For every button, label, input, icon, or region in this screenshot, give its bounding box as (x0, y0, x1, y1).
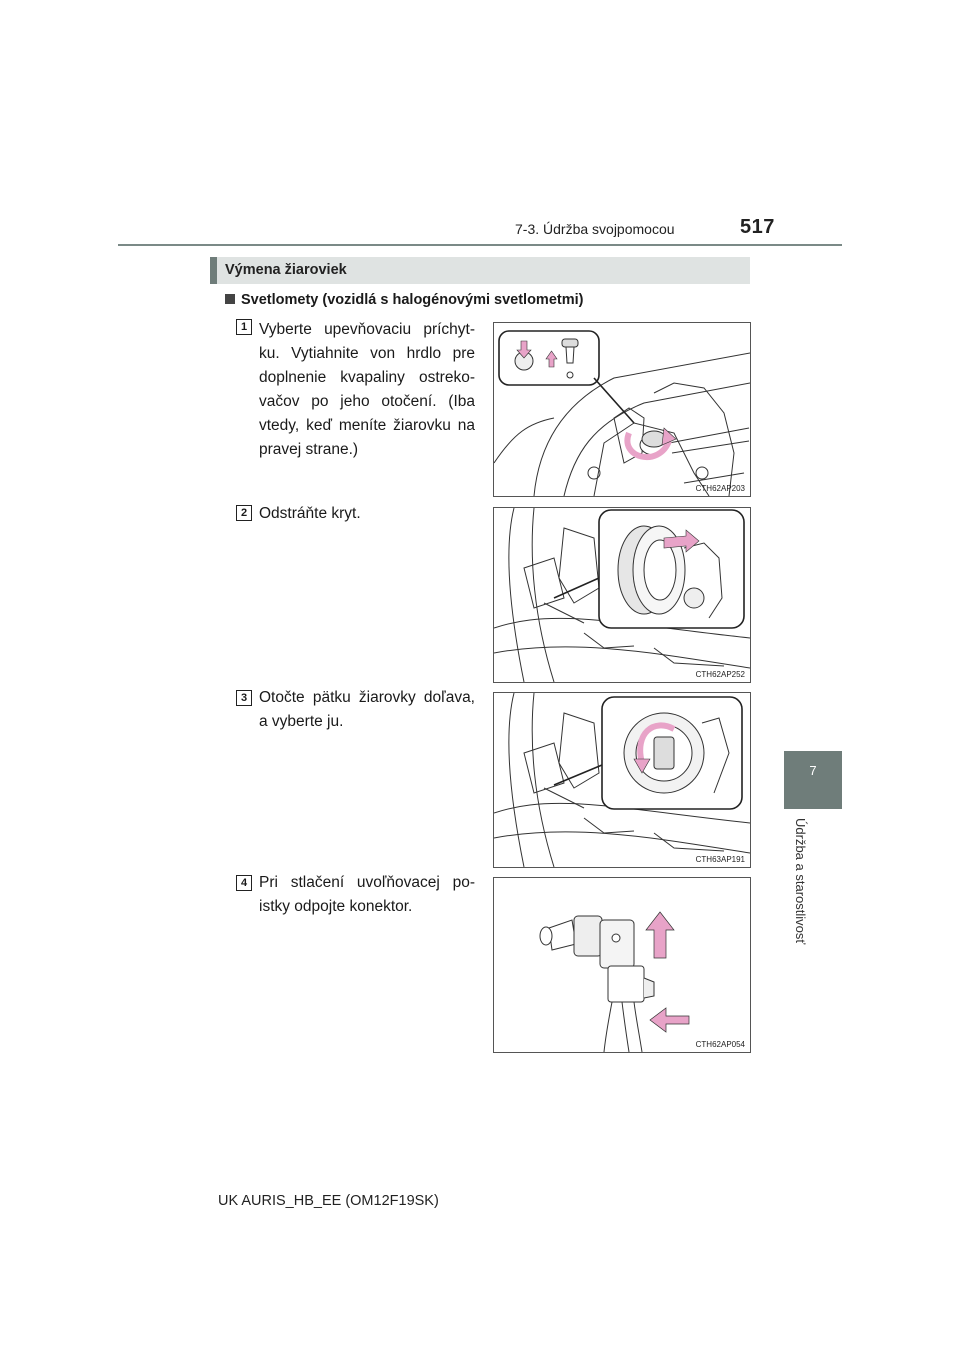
chapter-tab (784, 751, 842, 809)
subheading (225, 292, 583, 308)
engine-washer-neck-illustration (494, 323, 750, 496)
bulb-connector-illustration (494, 878, 750, 1052)
step-text-3: Otočte pätku žiarovky doľava, a vyberte ju. (259, 689, 475, 730)
chapter-title: Údržba a starostlivosť (793, 818, 808, 945)
footer-model-code: UK AURIS_HB_EE (OM12F19SK) (218, 1193, 439, 1209)
section-title-accent (210, 257, 217, 284)
bulb-base-rotate-illustration (494, 693, 750, 867)
step-number-1: 1 (236, 319, 252, 335)
figure-step-4 (493, 877, 751, 1053)
chapter-number: 7 (809, 763, 817, 778)
figure-step-3 (493, 692, 751, 868)
subheading-text: Svetlomety (vozidlá s halogénovými svetlometmi) (241, 292, 584, 308)
header-section: 7-3. Údržba svojpomocou (515, 221, 675, 237)
header-rule (118, 244, 842, 246)
figure-code-1: CTH62AP203 (695, 484, 745, 493)
step-text-1: Vyberte upevňovaciu príchyt-ku. Vytiahnite von hrdlo pre doplnenie kvapaliny ostreko-vačov po jeho otočení. (Iba vtedy, keď meníte žiarovku na pravej strane.) (259, 321, 475, 458)
section-title: Výmena žiaroviek (225, 262, 347, 278)
step-number-4: 4 (236, 875, 252, 891)
step-text-2: Odstráňte kryt. (259, 505, 361, 522)
step-text-4: Pri stlačení uvoľňovacej po-istky odpojte konektor. (259, 874, 475, 915)
figure-code-2: CTH62AP252 (695, 670, 745, 679)
headlight-cover-illustration (494, 508, 750, 682)
chapter-side-label (786, 818, 812, 978)
square-bullet-icon (225, 294, 235, 304)
figure-code-4: CTH62AP054 (695, 1040, 745, 1049)
figure-step-2 (493, 507, 751, 683)
page-number: 517 (740, 216, 775, 238)
step-number-3: 3 (236, 690, 252, 706)
figure-step-1 (493, 322, 751, 497)
step-number-2: 2 (236, 505, 252, 521)
figure-code-3: CTH63AP191 (695, 855, 745, 864)
